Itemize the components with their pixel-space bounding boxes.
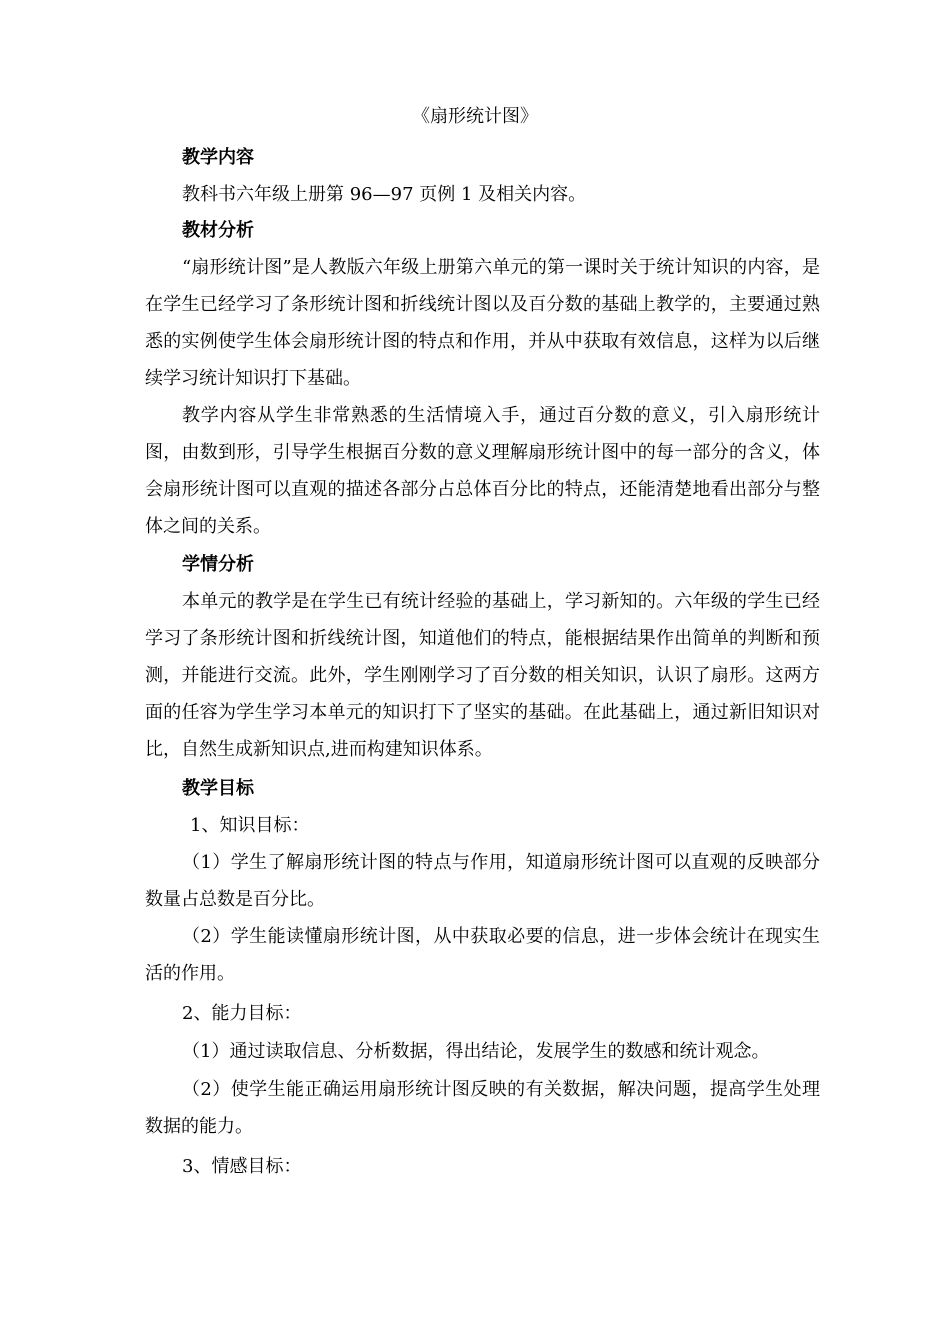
- knowledge-goal-2: （2）学生能读懂扇形统计图，从中获取必要的信息，进一步体会统计在现实生活的作用。: [145, 926, 820, 984]
- student-analysis-paragraph: 本单元的教学是在学生已有统计经验的基础上，学习新知的。六年级的学生已经学习了条形统计图和折线统计图，知道他们的特点，能根据结果作出简单的判断和预测，并能进行交流。此外，学生刚刚学习了百分数的相关知识，认识了扇形。这两方面的任容为学生学习本单元的知识打下了坚实的基础。在此基础上，通过新旧知识对比，自然生成新知识点,进而构建知识体系。: [145, 591, 820, 760]
- teaching-content-text: 教科书六年级上册第 96—97 页例 1 及相关内容。: [182, 184, 587, 205]
- emotion-goals-title: 3、情感目标：: [182, 1156, 302, 1177]
- heading-student-analysis: 学情分析: [182, 554, 254, 575]
- document-title: 《扇形统计图》: [412, 106, 538, 127]
- ability-goal-2: （2）使学生能正确运用扇形统计图反映的有关数据，解决问题，提高学生处理数据的能力。: [145, 1079, 820, 1137]
- knowledge-goal-1: （1）学生了解扇形统计图的特点与作用，知道扇形统计图可以直观的反映部分数量占总数是百分比。: [145, 852, 820, 910]
- heading-teaching-goals: 教学目标: [182, 778, 254, 799]
- knowledge-goals-title: 1、知识目标：: [190, 815, 310, 836]
- heading-teaching-content: 教学内容: [182, 147, 254, 168]
- ability-goals-title: 2、能力目标：: [182, 1003, 302, 1024]
- ability-goal-1: （1）通过读取信息、分析数据，得出结论，发展学生的数感和统计观念。: [182, 1041, 770, 1062]
- heading-material-analysis: 教材分析: [182, 220, 254, 241]
- material-paragraph-2: 教学内容从学生非常熟悉的生活情境入手，通过百分数的意义，引入扇形统计图，由数到形，引导学生根据百分数的意义理解扇形统计图中的每一部分的含义，体会扇形统计图可以直观的描述各部分占总体百分比的特点，还能清楚地看出部分与整体之间的关系。: [145, 405, 820, 537]
- material-paragraph-1: “扇形统计图”是人教版六年级上册第六单元的第一课时关于统计知识的内容，是在学生已经学习了条形统计图和折线统计图以及百分数的基础上教学的，主要通过熟悉的实例使学生体会扇形统计图的特点和作用，并从中获取有效信息，这样为以后继续学习统计知识打下基础。: [145, 257, 820, 389]
